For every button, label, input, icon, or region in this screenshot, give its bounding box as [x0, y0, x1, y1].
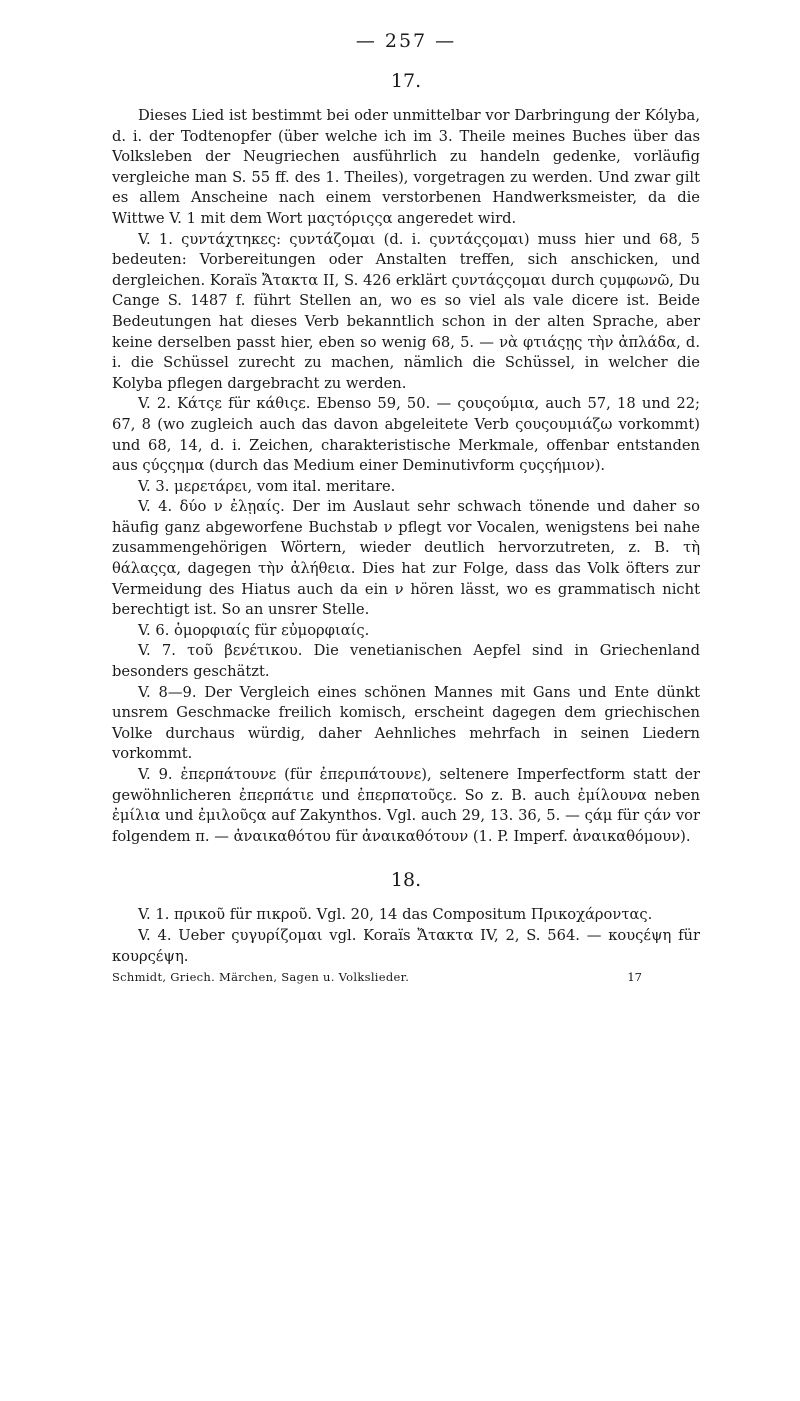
paragraph-note: V. 7. τοῦ βενέτικου. Die venetianischen Aepfel sind in Griechenland besonders geschätzt.: [112, 642, 700, 681]
paragraph-note: V. 1. ςυντάχτηκες: ςυντάζομαι (d. i. ςυντάςςομαι) muss hier und 68, 5 bedeuten: Vorbereitungen oder Anstalten treffen, sich anschicken, und dergleichen. Koraïs Ἄτακτα II, S. 426 erklärt ςυντάςςομαι durch ςυμφωνῶ, Du Cange S. 1487 f. führt Stellen an, wo es so viel als vale dicere ist. Beide Bedeutungen hat dieses Verb bekanntlich schon in der alten Sprache, aber keine derselben passt hier, eben so wenig 68, 5. — νὰ φτιάςῃς τὴν ἀπλάδα, d. i. die Schüssel zurecht zu machen, nämlich die Schüssel, in welcher die Kolyba pflegen dargebracht zu werden.: [112, 230, 700, 392]
section-number: 18.: [390, 869, 422, 892]
sheet-number: 17: [627, 970, 642, 985]
paragraph-note: V. 9. ἐπερπάτουνε (für ἐπεριπάτουνε), seltenere Imperfectform statt der gewöhnlicheren ἐπερπάτιε und ἐπερπατοῦςε. So z. B. auch ἐμίλουνα neben ἐμίλια und ἐμιλοῦςα auf Zakynthos. Vgl. auch 29, 13. 36, 5. — ςάμ für ςάν vor folgendem π. — ἀναικαθότου für ἀναικαθότουν (1. P. Imperf. ἀναικαθόμουν).: [112, 766, 700, 845]
paragraph-note: V. 1. πρικοῦ für πικροῦ. Vgl. 20, 14 das Compositum Πρικοχάροντας.: [138, 906, 653, 924]
page-number: — 257 —: [355, 30, 457, 52]
section-number: 17.: [390, 70, 422, 92]
paragraph-intro: Dieses Lied ist bestimmt bei oder unmittelbar vor Darbringung der Kólyba, d. i. der Todtenopfer (über welche ich im 3. Theile meines Buches über das Volksleben der Neugriechen ausführlich zu handeln gedenke, vorläufig vergleiche man S. 55 ff. des 1. Theiles), vorgetragen zu werden. Und zwar gilt es allem Anscheine nach einem verstorbenen Handwerksmeister, da die Wittwe V. 1 mit dem Wort μαςτόριςςα angeredet wird.: [112, 107, 700, 227]
printer-signature: Schmidt, Griech. Märchen, Sagen u. Volkslieder.: [112, 970, 410, 985]
paragraph-note: V. 4. Ueber ςυγυρίζομαι vgl. Koraïs Ἄτακτα IV, 2, S. 564. — κουςέψη für κουρςέψη.: [112, 926, 700, 965]
section-17: [112, 70, 700, 847]
paragraph-note: V. 3. μερετάρει, vom ital. meritare.: [138, 477, 396, 495]
paragraph-note: V. 2. Κάτςε für κάθιςε. Ebenso 59, 50. — ςουςούμια, auch 57, 18 und 22; 67, 8 (wo zugleich auch das davon abgeleitete Verb ςουςουμιάζω vorkommt) und 68, 14, d. i. Zeichen, charakteristische Merkmale, offenbar entstanden aus ςύςςημα (durch das Medium einer Deminutivform ςυςςήμιον).: [112, 395, 700, 475]
page-footer: [112, 969, 700, 985]
section-18: [112, 869, 700, 967]
paragraph-note: V. 4. δύο ν ἐλῃαίς. Der im Auslaut sehr schwach tönende und daher so häufig ganz abgeworfene Buchstab ν pflegt vor Vocalen, wenigstens bei nahe zusammengehörigen Wörtern, wieder deutlich hervorzutreten, z. B. τὴ θάλαςςα, dagegen τὴν ἀλήθεια. Dies hat zur Folge, dass das Volk öfters zur Vermeidung des Hiatus auch da ein ν hören lässt, wo es grammatisch nicht berechtigt ist. So an unsrer Stelle.: [112, 498, 700, 619]
book-page: [112, 30, 700, 985]
paragraph-note: V. 8—9. Der Vergleich eines schönen Mannes mit Gans und Ente dünkt unsrem Geschmacke freilich komisch, erscheint dagegen dem griechischen Volke durchaus würdig, daher Aehnliches mehrfach in seinen Liedern vorkommt.: [112, 683, 700, 763]
paragraph-note: V. 6. ὁμορφιαίς für εὐμορφιαίς.: [138, 621, 370, 639]
